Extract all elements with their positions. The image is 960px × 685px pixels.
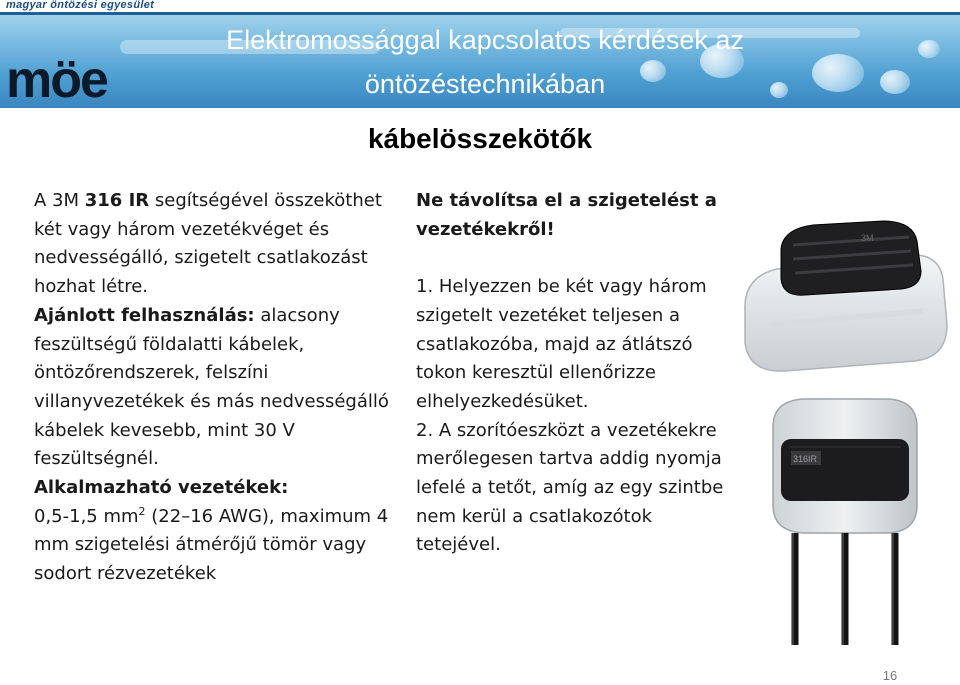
slide-subtitle: kábelösszekötők bbox=[367, 123, 593, 154]
moe-logo: möe bbox=[6, 51, 107, 108]
step-2: 2. A szorítóeszközt a vezetékekre merőlegesen tartva addig nyomja lefelé a tetőt, amíg az egy szintbe nem kerül a csatlakozótok tetejével. bbox=[416, 419, 724, 556]
water-drop bbox=[880, 70, 910, 94]
installation-steps bbox=[416, 187, 726, 560]
recommended-use-text: alacsony feszültségű földalatti kábelek, öntözőrendszerek, felszíni villanyvezetékek és más nedvességálló kábelek kevesebb, mint 30 V feszültségnél. bbox=[34, 304, 389, 470]
connector-front-view bbox=[773, 399, 917, 645]
header-banner bbox=[0, 0, 960, 108]
connector-front-label: 316IR bbox=[793, 454, 818, 464]
header-stripe bbox=[0, 12, 960, 15]
connector-photos bbox=[733, 215, 955, 645]
recommended-use-label: Ajánlott felhasználás: bbox=[34, 304, 255, 326]
product-code: 316 IR bbox=[84, 190, 150, 211]
wire-size-pre: 0,5-1,5 mm bbox=[34, 505, 139, 527]
page-title: Elektromossággal kapcsolatos kérdések az öntözéstechnikában bbox=[226, 25, 744, 99]
connector-top-view bbox=[745, 221, 947, 371]
page-number: 16 bbox=[882, 668, 898, 683]
intro-text-post: segítségével összeköthet két vagy három vezetékvéget és nedvességálló, szigetelt csatlakozást hozhat létre. bbox=[34, 190, 382, 298]
insulation-warning: Ne távolítsa el a szigetelést a vezetékekről! bbox=[416, 190, 717, 240]
product-description bbox=[34, 187, 406, 589]
wire-size-superscript: 2 bbox=[138, 504, 146, 518]
brand-text: magyar öntözési egyesület bbox=[6, 0, 155, 11]
applicable-wires-label: Alkalmazható vezetékek: bbox=[34, 477, 289, 499]
connector-top-label: 3M bbox=[861, 233, 874, 243]
intro-text-pre: A 3M bbox=[34, 190, 85, 211]
spacer bbox=[416, 244, 726, 273]
water-drop bbox=[918, 40, 940, 58]
step-1: 1. Helyezzen be két vagy három szigetelt vezetéket teljesen a csatlakozóba, majd az átlátszó tokon keresztül ellenőrizze elhelyezkedésüket. bbox=[416, 276, 707, 412]
wire-size-post: (22–16 AWG), maximum 4 mm szigetelési átmérőjű tömör vagy sodort rézvezetékek bbox=[34, 505, 389, 585]
